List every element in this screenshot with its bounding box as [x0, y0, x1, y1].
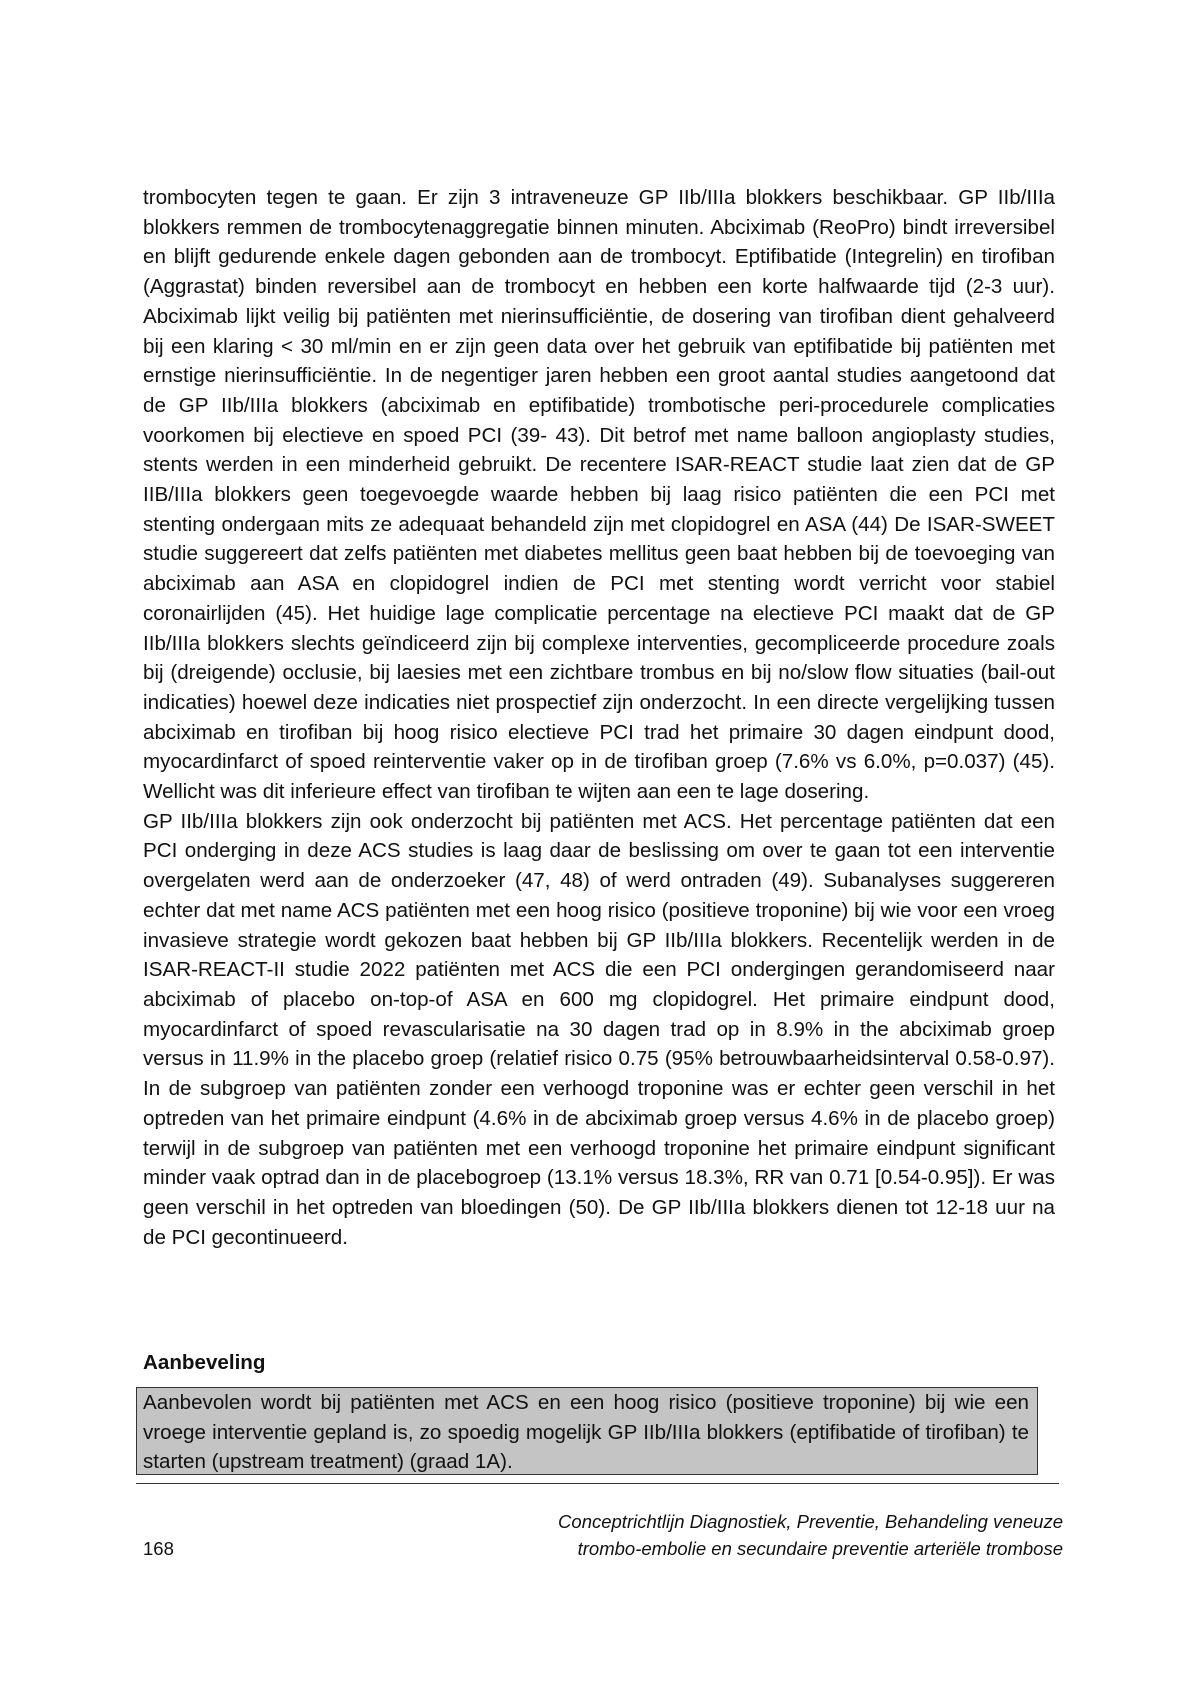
recommendation-box: [136, 1387, 1038, 1475]
footer-title-line-2: trombo-embolie en secundaire preventie arteriële trombose: [577, 1538, 1063, 1559]
footer-title: [443, 1508, 1063, 1562]
recommendation-text: Aanbevolen wordt bij patiënten met ACS en een hoog risico (positieve troponine) bij wie een vroege interventie gepland is, zo spoedig mogelijk GP IIb/IIIa blokkers (eptifibatide of tirofiban) te starten (upstream treatment) (graad 1A).: [143, 1391, 1029, 1474]
page-number: 168: [143, 1538, 174, 1559]
body-text: [143, 183, 1055, 1252]
recommendation-heading: Aanbeveling: [143, 1351, 266, 1374]
footer-divider: [136, 1483, 1059, 1484]
paragraph-gp-iib-iiia-pci: trombocyten tegen te gaan. Er zijn 3 intraveneuze GP IIb/IIIa blokkers beschikbaar. GP IIb/IIIa blokkers remmen de trombocytenaggregatie binnen minuten. Abciximab (ReoPro) bindt irreversibel en blijft gedurende enkele dagen gebonden aan de trombocyt. Eptifibatide (Integrelin) en tirofiban (Aggrastat) binden reversibel aan de trombocyt en hebben een korte halfwaarde tijd (2-3 uur). Abciximab lijkt veilig bij patiënten met nierinsufficiëntie, de dosering van tirofiban dient gehalveerd bij een klaring < 30 ml/min en er zijn geen data over het gebruik van eptifibatide bij patiënten met ernstige nierinsufficiëntie. In de negentiger jaren hebben een groot aantal studies aangetoond dat de GP IIb/IIIa blokkers (abciximab en eptifibatide) trombotische peri-procedurele complicaties voorkomen bij electieve en spoed PCI (39- 43). Dit betrof met name balloon angioplasty studies, stents werden in een minderheid gebruikt. De recentere ISAR-REACT studie laat zien dat de GP IIB/IIIa blokkers geen toegevoegde waarde hebben bij laag risico patiënten die een PCI met stenting ondergaan mits ze adequaat behandeld zijn met clopidogrel en ASA (44) De ISAR-SWEET studie suggereert dat zelfs patiënten met diabetes mellitus geen baat hebben bij de toevoeging van abciximab aan ASA en clopidogrel indien de PCI met stenting wordt verricht voor stabiel coronairlijden (45). Het huidige lage complicatie percentage na electieve PCI maakt dat de GP IIb/IIIa blokkers slechts geïndiceerd zijn bij complexe interventies, gecompliceerde procedure zoals bij (dreigende) occlusie, bij laesies met een zichtbare trombus en bij no/slow flow situaties (bail-out indicaties) hoewel deze indicaties niet prospectief zijn onderzocht. In een directe vergelijking tussen abciximab en tirofiban bij hoog risico electieve PCI trad het primaire 30 dagen eindpunt dood, myocardinfarct of spoed reinterventie vaker op in de tirofiban groep (7.6% vs 6.0%, p=0.037) (45). Wellicht was dit inferieure effect van tirofiban te wijten aan een te lage dosering.: [143, 186, 1055, 804]
footer-title-line-1: Conceptrichtlijn Diagnostiek, Preventie, Behandeling veneuze: [558, 1511, 1063, 1532]
paragraph-gp-iib-iiia-acs: GP IIb/IIIa blokkers zijn ook onderzocht bij patiënten met ACS. Het percentage patiënten dat een PCI onderging in deze ACS studies is laag daar de beslissing om over te gaan tot een interventie overgelaten werd aan de onderzoeker (47, 48) of werd ontraden (49). Subanalyses suggereren echter dat met name ACS patiënten met een hoog risico (positieve troponine) bij wie voor een vroeg invasieve strategie wordt gekozen baat hebben bij GP IIb/IIIa blokkers. Recentelijk werden in de ISAR-REACT-II studie 2022 patiënten met ACS die een PCI ondergingen gerandomiseerd naar abciximab of placebo on-top-of ASA en 600 mg clopidogrel. Het primaire eindpunt dood, myocardinfarct of spoed revascularisatie na 30 dagen trad op in 8.9% in the abciximab groep versus in 11.9% in the placebo groep (relatief risico 0.75 (95% betrouwbaarheidsinterval 0.58-0.97). In de subgroep van patiënten zonder een verhoogd troponine was er echter geen verschil in het optreden van het primaire eindpunt (4.6% in de abciximab groep versus 4.6% in de placebo groep) terwijl in de subgroep van patiënten met een verhoogd troponine het primaire eindpunt significant minder vaak optrad dan in de placebogroep (13.1% versus 18.3%, RR van 0.71 [0.54-0.95]). Er was geen verschil in het optreden van bloedingen (50). De GP IIb/IIIa blokkers dienen tot 12-18 uur na de PCI gecontinueerd.: [143, 809, 1055, 1249]
